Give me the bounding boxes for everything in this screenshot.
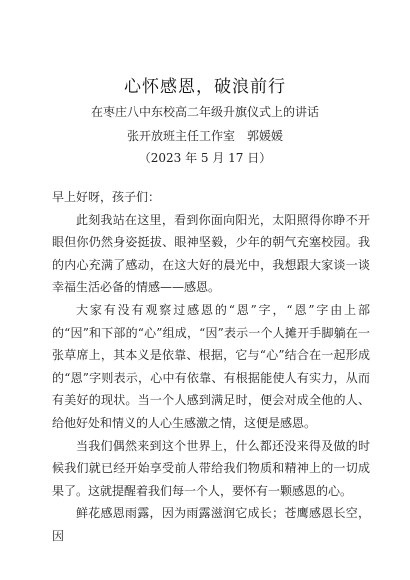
body-paragraph-2: 大家有没有观察过感恩的“恩”字，“恩”字由上部的“因”和下部的“心”组成，“因”表示一个人摊开手脚躺在一张草席上，其本义是依靠、根据，它与“心”结合在一起形成的“恩”字则表示，心中有依靠、有根据能使人有实力，从而有美好的现状。当一个人感到满足时，便会对成全他的人、给他好处和情义的人心生感激之情，这便是感恩。 <box>52 302 370 430</box>
document-body <box>52 186 370 548</box>
body-paragraph-3: 当我们偶然来到这个世界上，什么都还没来得及做的时候我们就已经开始享受前人带给我们物质和精神上的一切成果了。这就提醒着我们每一个人，要怀有一颗感恩的心。 <box>52 438 370 498</box>
document-author: 张开放班主任工作室 郭媛媛 <box>126 129 283 143</box>
body-paragraph-4: 鲜花感恩雨露，因为雨露滋润它成长；苍鹰感恩长空，因 <box>52 506 370 543</box>
greeting-paragraph: 早上好呀，孩子们： <box>52 190 161 204</box>
document-title: 心怀感恩，破浪前行 <box>124 77 286 97</box>
document-subtitle: 在枣庄八中东校高二年级升旗仪式上的讲话 <box>90 105 319 119</box>
document-date: （2023 年 5 月 17 日） <box>138 151 272 165</box>
body-paragraph-1: 此刻我站在这里，看到你面向阳光，太阳照得你睁不开眼但你仍然身姿挺拔、眼神坚毅，少年的朝气充塞校园。我的内心充满了感动，在这大好的晨光中，我想跟大家谈一谈幸福生活必备的情感——感恩。 <box>52 212 370 295</box>
